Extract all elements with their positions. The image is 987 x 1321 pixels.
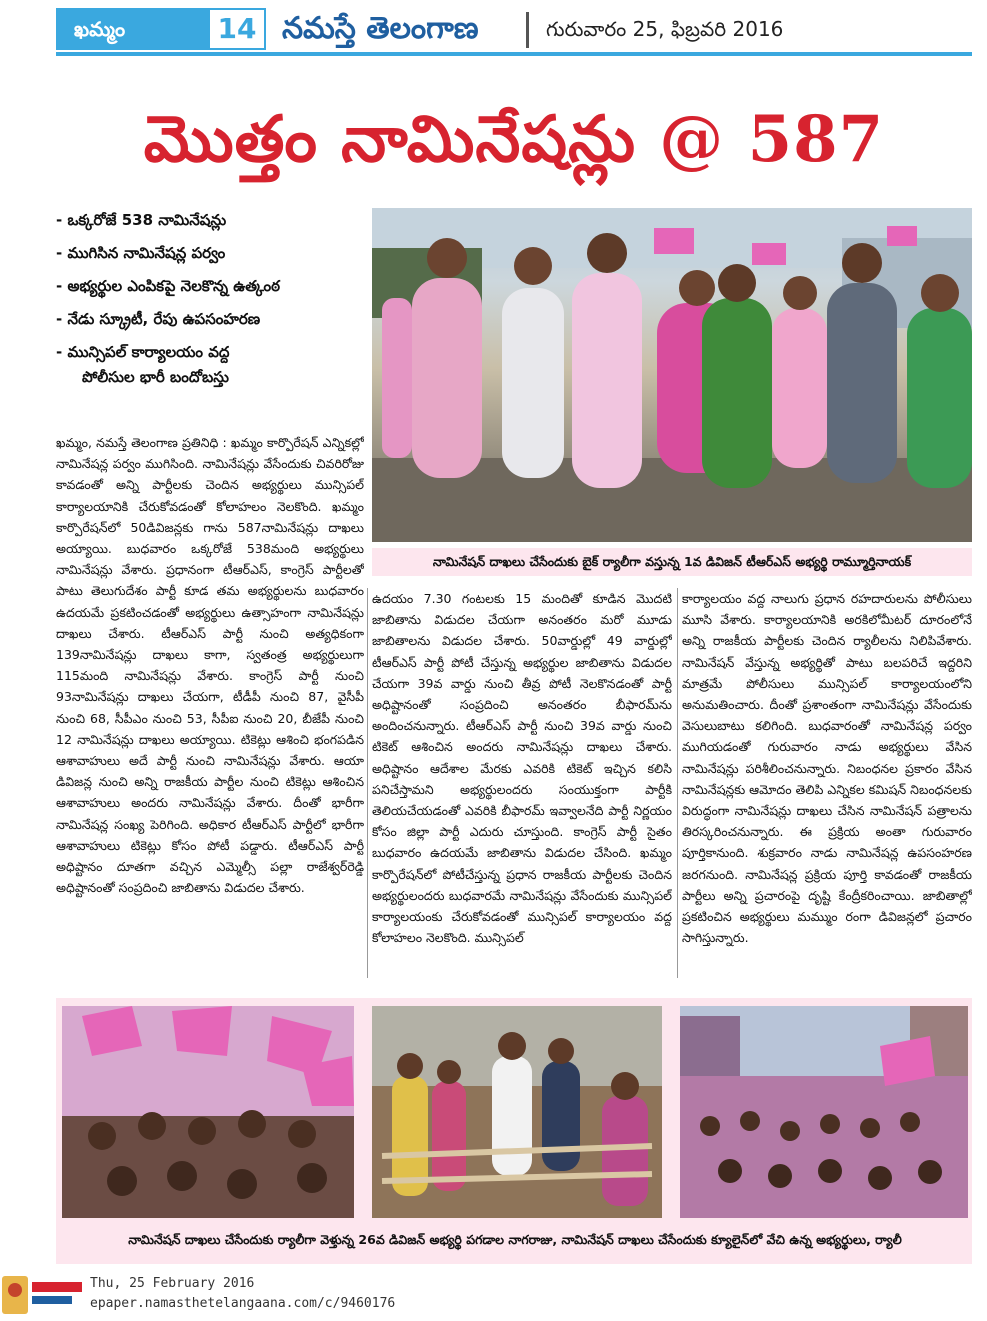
rally-photo-left (62, 1006, 354, 1218)
main-photo-illustration (372, 208, 972, 542)
rally-left-illustration (62, 1006, 354, 1218)
header-rule (56, 52, 972, 56)
queue-photo-center (372, 1006, 662, 1218)
footer-url[interactable]: epaper.namasthetelangaana.com/c/9460176 (90, 1296, 396, 1311)
bullet-item: - మున్సిపల్ కార్యాలయం వద్ద (56, 343, 230, 361)
main-rally-photo (372, 208, 972, 542)
newspaper-logo-thumbnail (0, 1272, 84, 1317)
bullet-item: - నేడు స్క్రూటీ, రేపు ఉపసంహరణ (56, 310, 261, 328)
main-photo-caption: నామినేషన్ దాఖలు చేసేందుకు బైక్ ర్యాలీగా వస్తున్న 1వ డివిజన్ టీఆర్ఎస్ అభ్యర్థి రామ్మూర్తినాయక్ (372, 548, 972, 576)
newspaper-masthead: నమస్తే తెలంగాణ (282, 11, 479, 46)
highlight-bullets (56, 210, 368, 400)
issue-date: గురువారం 25, ఫిబ్రవరి 2016 (546, 17, 784, 41)
bottom-photos-caption: నామినేషన్ దాఖలు చేసేందుకు ర్యాలీగా వెళ్తున్న 26వ డివిజన్ అభ్యర్థి పగడాల నాగరాజు, నామినేషన్ దాఖలు చేసేందుకు క్యూలైన్‌లో వేచి ఉన్న అభ్యర్థులు, ర్యాలీ (128, 1232, 902, 1247)
column-divider (677, 588, 678, 978)
bullet-item: - ముగిసిన నామినేషన్ల పర్వం (56, 244, 226, 262)
bullet-item-continuation: పోలీసుల భారీ బందోబస్తు (82, 368, 229, 386)
bullet-item: - అభ్యర్థుల ఎంపికపై నెలకొన్న ఉత్కంఠ (56, 277, 281, 295)
article-column-3: కార్యాలయం వద్ద నాలుగు ప్రధాన రహదారులను పోలీసులు మూసి వేశారు. కార్యాలయానికి అరకిలోమీటర్ దూరంలోనే అన్ని రాజకీయ పార్టీలకు చెందిన ర్యాలీలను నిలిపివేశారు. నామినేషన్ వేస్తున్న అభ్యర్థితో పాటు బలపరిచే ఇద్దరిని మాత్రమే పోలీసులు మున్సిపల్ కార్యాలయంలోని అనుమతించారు. దీంతో ప్రశాంతంగా నామినేషన్లు వేసేందుకు వెసులుబాటు కలిగింది. బుధవారంతో నామినేషన్ల పర్వం ముగియడంతో గురువారం నాడు అభ్యర్థులు వేసిన నామినేషన్లు పరిశీలించనున్నారు. నిబంధనల ప్రకారం వేసిన నామినేషన్లకు ఆమోదం తెలిపి ఎన్నికల కమిషన్ నిబంధనలకు విరుద్ధంగా నామినేషన్లు దాఖలు చేసిన నామినేషన్ పత్రాలను తిరస్కరించనున్నారు. ఈ ప్రక్రియ అంతా గురువారం పూర్తికానుంది. శుక్రవారం నాడు నామినేషన్ల ఉపసంహరణ జరగనుంది. నామినేషన్ల ప్రక్రియ పూర్తి కావడంతో రాజకీయ పార్టీలు అన్ని ప్రచారంపై దృష్టి కేంద్రీకరించాయి. జాబితాల్లో ప్రకటించిన అభ్యర్థులు మమ్ముం రంగా డివిజన్లలో ప్రచారం సాగిస్తున్నారు. (682, 591, 972, 946)
bullet-item: - ఒక్కరోజే 538 నామినేషన్లు (56, 211, 227, 229)
page-number: 14 (208, 8, 266, 50)
logo-icon (0, 1272, 84, 1317)
article-column-2: ఉదయం 7.30 గంటలకు 15 మందితో కూడిన మొదటి జాబితాను విడుదల చేయగా అనంతరం మరో మూడు జాబితాలను విడుదల చేశారు. 50వార్డుల్లో 49 వార్డుల్లో టీఆర్ఎస్ పార్టీ పోటీ చేస్తున్న అభ్యర్థుల జాబితాను విడుదల చేయగా 39వ వార్డు నుంచి తీవ్ర పోటీ నెలకొనడంతో పార్టీ అధిష్టానంతో సంప్రదించి అనంతరం బీఫారమ్‌ను అందించనున్నారు. టీఆర్ఎస్ పార్టీ నుంచి 39వ వార్డు నుంచి టికెట్ ఆశించిన అందరు నామినేషన్లు దాఖలు చేశారు. అధిష్టానం ఆదేశాల మేరకు ఎవరికి టికెట్ ఇచ్చిన కలిసి పనిచేస్తామని అభ్యర్థులందరు సంయుక్తంగా పార్టీకి తెలియచేయడంతో ఎవరికి బీఫారమ్ ఇవ్వాలనేది పార్టీ నిర్ణయం కోసం జిల్లా పార్టీ ఎదురు చూస్తుంది. కాంగ్రెస్ పార్టీ సైతం బుధవారం ఉదయమే జాబితాను విడుదల చేసింది. ఖమ్మం కార్పొరేషన్‌లో పోటీచేస్తున్న ప్రధాన రాజకీయ పార్టీలకు చెందిన అభ్యర్థులందరు బుధవారమే నామినేషన్లు వేసేందుకు మున్సిపల్ కార్యాలయంకు చేరుకోవడంతో మున్సిపల్ కార్యాలయం వద్ద కోలాహలం నెలకొంది. మున్సిపల్ (372, 591, 672, 946)
queue-center-illustration (372, 1006, 662, 1218)
article-column-1: ఖమ్మం, నమస్తే తెలంగాణ ప్రతినిధి : ఖమ్మం కార్పొరేషన్ ఎన్నికల్లో నామినేషన్ల పర్వం ముగిసింది. నామినేషన్లు వేసేందుకు చివరిరోజు కావడంతో అన్ని పార్టీలకు చెందిన అభ్యర్థులు మున్సిపల్ కార్యాలయానికి చేరుకోవడంతో కోలాహలం నెలకొంది. ఖమ్మం కార్పొరేషన్‌లో 50డివిజన్లకు గాను 587నామినేషన్లు దాఖలు అయ్యాయి. బుధవారం ఒక్కరోజే 538మంది అభ్యర్థులు నామినేషన్లు వేశారు. ప్రధానంగా టీఆర్ఎస్, కాంగ్రెస్ పార్టీలతో పాటు తెలుగుదేశం పార్టీ కూడ తమ అభ్యర్థులను బుధవారం ఉదయమే ప్రకటించడంతో అభ్యర్థులు ఉత్సాహంగా నామినేషన్లు దాఖలు చేశారు. టీఆర్ఎస్ పార్టీ నుంచి అత్యధికంగా 139నామినేషన్లు దాఖలు కాగా, స్వతంత్ర అభ్యర్థులుగా 115మంది నామినేషన్లు వేశారు. కాంగ్రెస్ పార్టీ నుంచి 93నామినేషన్లు దాఖలు చేయగా, టీడీపీ నుంచి 87, వైసీపీ నుంచి 68, సీపీఎం నుంచి 53, సీపీఐ నుంచి 20, బీజేపీ నుంచి 12 నామినేషన్లు దాఖలు అయ్యాయి. టికెట్లు ఆశించి భంగపడిన ఆశావాహులు అదే పార్టీ నుంచి నామినేషన్లు వేశారు. ఆయా డివిజన్ల నుంచి అన్ని రాజకీయ పార్టీల నుంచి టికెట్లు ఆశించిన ఆశావాహులు అందరు నామినేషన్లు వేశారు. దీంతో భారీగా నామినేషన్ల సంఖ్య పెరిగింది. అధికార టీఆర్ఎస్ పార్టీలో భారీగా ఆశావాహులు టికెట్లు కోసం పోటీ పడ్డారు. టీఆర్ఎస్ పార్టీ అధిష్టానం దూతగా వచ్చిన ఎమ్మెల్సీ పల్లా రాజేశ్వర్‌రెడ్డి అధిష్టానంతో సంప్రదించి జాబితాను విడుదల చేశారు. (56, 435, 364, 896)
footer-date: Thu, 25 February 2016 (90, 1276, 255, 1291)
header-divider (526, 12, 529, 48)
rally-right-illustration (680, 1006, 968, 1218)
article-headline: మొత్తం నామినేషన్లు @ 587 (143, 102, 885, 177)
column-divider (367, 588, 368, 978)
rally-photo-right (680, 1006, 968, 1218)
section-place-label: ఖమ్మం (56, 8, 208, 50)
